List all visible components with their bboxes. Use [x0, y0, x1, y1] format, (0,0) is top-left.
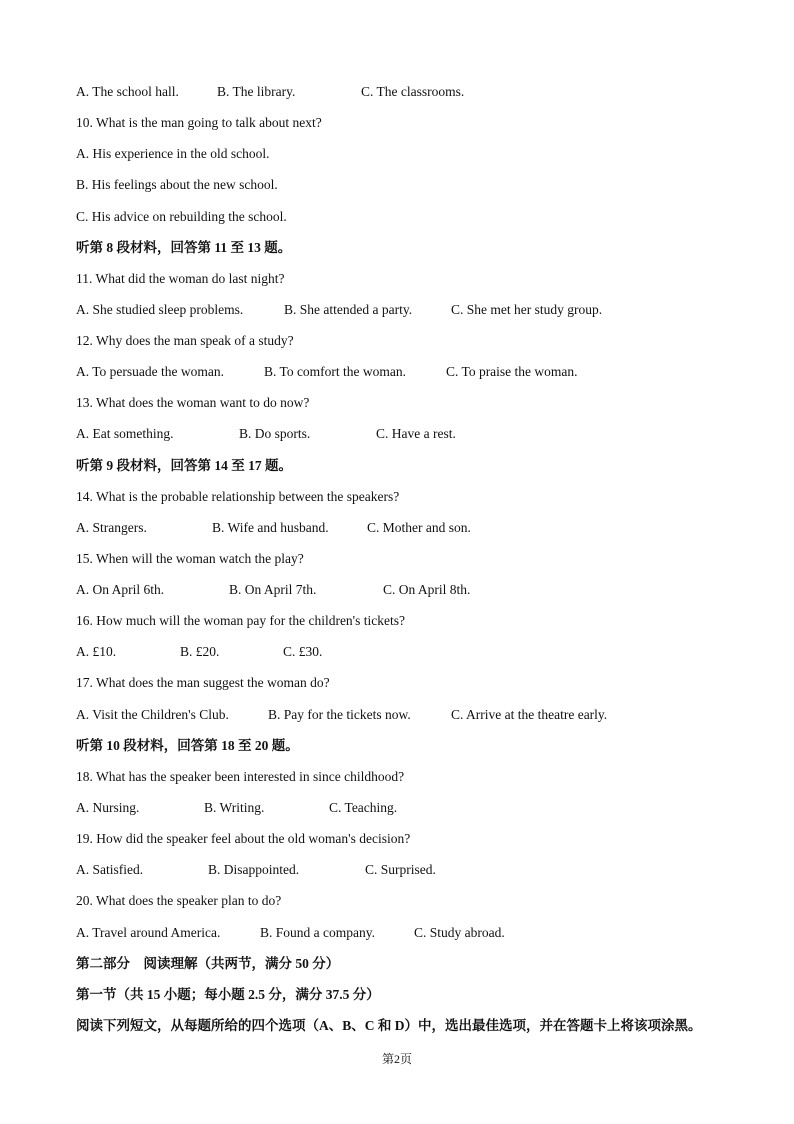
section-instruction: 听第 10 段材料，回答第 18 至 20 题。 [76, 737, 299, 753]
answer-option: B. £20. [180, 644, 220, 660]
answer-option: C. Study abroad. [414, 924, 505, 940]
section-instruction: 第一节（共 15 小题；每小题 2.5 分，满分 37.5 分） [76, 986, 380, 1002]
answer-option: A. His experience in the old school. [76, 146, 270, 162]
answer-option: A. She studied sleep problems. [76, 301, 244, 317]
answer-option: C. £30. [283, 644, 323, 660]
answer-option: A. Eat something. [76, 426, 174, 442]
answer-option: C. Teaching. [329, 799, 398, 815]
page-number: 第2页 [381, 1052, 412, 1066]
answer-option: B. The library. [217, 84, 296, 99]
answer-option: B. Do sports. [239, 426, 311, 442]
question-text: 11. What did the woman do last night? [76, 270, 285, 286]
answer-option: C. Arrive at the theatre early. [451, 706, 608, 722]
question-text: 17. What does the man suggest the woman do? [76, 675, 330, 691]
answer-option: B. Pay for the tickets now. [268, 706, 411, 722]
answer-option: A. Visit the Children's Club. [76, 706, 229, 722]
question-text: 13. What does the woman want to do now? [76, 395, 310, 411]
section-instruction: 第二部分 阅读理解（共两节，满分 50 分） [76, 955, 340, 971]
answer-option: B. Wife and husband. [212, 519, 329, 535]
answer-option: C. Have a rest. [376, 426, 456, 442]
section-instruction: 阅读下列短文，从每题所给的四个选项（A、B、C 和 D）中，选出最佳选项，并在答题卡上将该项涂黑。 [76, 1017, 702, 1033]
answer-option: C. Mother and son. [367, 519, 471, 535]
answer-option: A. Travel around America. [76, 924, 221, 940]
question-text: 12. Why does the man speak of a study? [76, 333, 294, 349]
answer-option: B. His feelings about the new school. [76, 177, 278, 193]
answer-option: C. Surprised. [365, 862, 436, 878]
answer-option: A. Satisfied. [76, 862, 144, 878]
question-text: 20. What does the speaker plan to do? [76, 893, 282, 909]
question-text: 16. How much will the woman pay for the children's tickets? [76, 613, 405, 629]
answer-option: C. On April 8th. [383, 582, 471, 598]
question-text: 10. What is the man going to talk about next? [76, 115, 322, 131]
answer-option: A. To persuade the woman. [76, 364, 225, 380]
section-instruction: 听第 8 段材料，回答第 11 至 13 题。 [76, 239, 292, 255]
answer-option: A. Nursing. [76, 799, 140, 815]
answer-option: B. Found a company. [260, 924, 375, 940]
answer-option: B. Disappointed. [208, 862, 300, 878]
answer-option: A. Strangers. [76, 519, 147, 535]
question-text: 14. What is the probable relationship between the speakers? [76, 488, 400, 504]
answer-option: B. On April 7th. [229, 582, 317, 598]
answer-option: A. £10. [76, 644, 117, 660]
answer-option: C. The classrooms. [361, 84, 465, 99]
answer-option: C. His advice on rebuilding the school. [76, 208, 287, 224]
answer-option: B. To comfort the woman. [264, 364, 407, 380]
answer-option: C. To praise the woman. [446, 364, 578, 380]
question-text: 15. When will the woman watch the play? [76, 550, 304, 566]
answer-option: A. On April 6th. [76, 582, 165, 598]
question-text: 18. What has the speaker been interested in since childhood? [76, 768, 405, 784]
section-instruction: 听第 9 段材料，回答第 14 至 17 题。 [76, 457, 292, 473]
question-text: 19. How did the speaker feel about the old woman's decision? [76, 831, 411, 847]
answer-option: A. The school hall. [76, 84, 179, 99]
answer-option: B. Writing. [204, 799, 265, 815]
answer-option: C. She met her study group. [451, 301, 603, 317]
answer-option: B. She attended a party. [284, 301, 413, 317]
